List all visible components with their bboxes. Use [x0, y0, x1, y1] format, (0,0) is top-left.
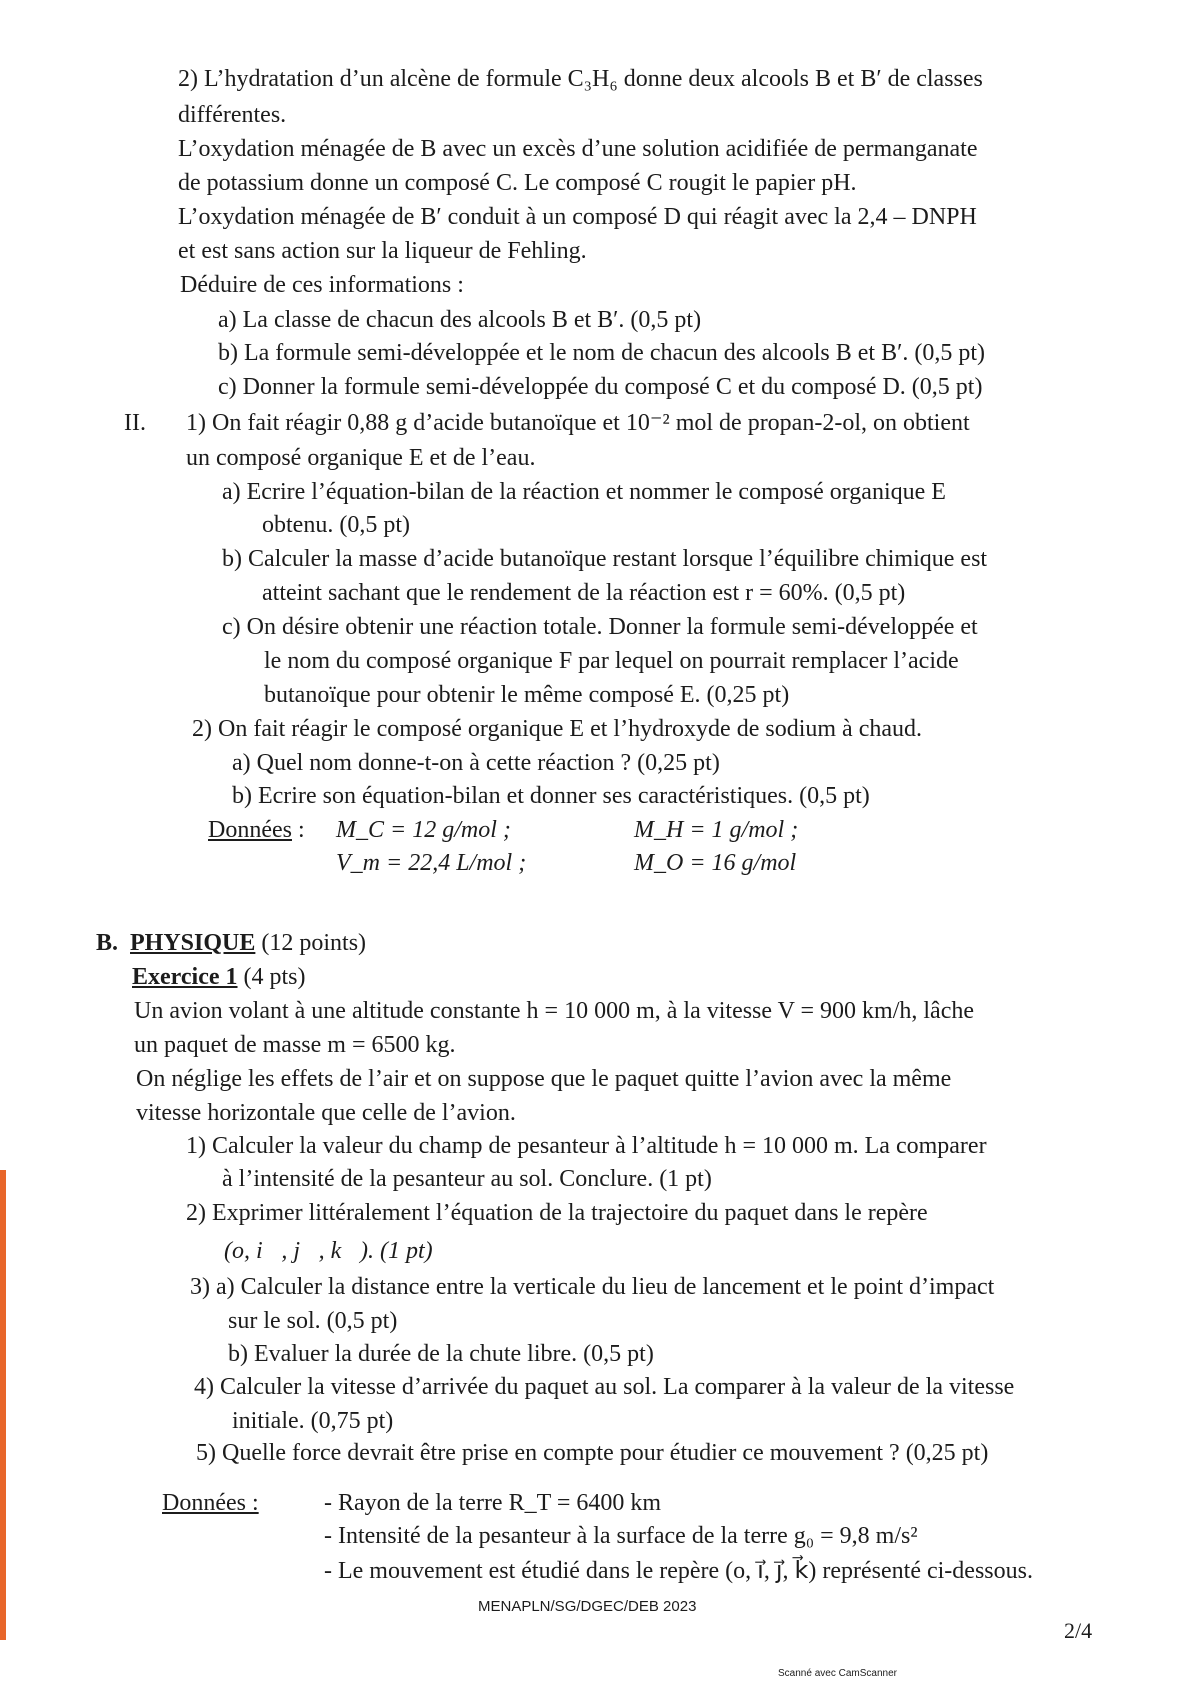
scanner-watermark: Scanné avec CamScanner	[778, 1668, 897, 1679]
chem-p2q2-b: b) Ecrire son équation-bilan et donner ses caractéristiques. (0,5 pt)	[232, 783, 870, 809]
chem-p2q1-b1: b) Calculer la masse d’acide butanoïque restant lorsque l’équilibre chimique est	[222, 546, 988, 572]
chem-p2q1-b2: atteint sachant que le rendement de la réaction est r = 60%. (0,5 pt)	[262, 580, 906, 606]
chem-p2q2-a: a) Quel nom donne-t-on à cette réaction ? (0,25 pt)	[232, 750, 720, 776]
chem-q2-line7: Déduire de ces informations :	[180, 272, 464, 298]
chem-data-mh: M_H = 1 g/mol ;	[634, 817, 799, 843]
phys-exercise-points: (4 pts)	[237, 964, 306, 990]
phys-q2-line1: 2) Exprimer littéralement l’équation de la trajectoire du paquet dans le repère	[186, 1200, 928, 1226]
chem-q2-line5: L’oxydation ménagée de B′ conduit à un composé D qui réagit avec la 2,4 – DNPH	[178, 204, 977, 230]
phys-intro4: vitesse horizontale que celle de l’avion.	[136, 1100, 516, 1126]
chem-data-vm: V_m = 22,4 L/mol ;	[336, 850, 527, 876]
chem-p2q1-line1: 1) On fait réagir 0,88 g d’acide butanoïque et 10⁻² mol de propan-2-ol, on obtient	[186, 410, 970, 436]
phys-exercise-title: Exercice 1	[132, 964, 238, 990]
phys-q2-line2: (o, i⃗, j⃗, k⃗). (1 pt)	[224, 1238, 433, 1264]
chem-p2q1-c3: butanoïque pour obtenir le même composé E. (0,25 pt)	[264, 682, 790, 708]
chem-q2-line3: L’oxydation ménagée de B avec un excès d’une solution acidifiée de permanganate	[178, 136, 978, 162]
phys-q1-line2: à l’intensité de la pesanteur au sol. Conclure. (1 pt)	[222, 1166, 712, 1192]
phys-data-2: - Intensité de la pesanteur à la surface de la terre g₀ = 9,8 m/s²	[324, 1523, 918, 1549]
chem-q2-line2: différentes.	[178, 102, 287, 128]
footer-code: MENAPLN/SG/DGEC/DEB 2023	[478, 1598, 697, 1615]
phys-section-points: (12 points)	[255, 930, 367, 956]
phys-q5: 5) Quelle force devrait être prise en compte pour étudier ce mouvement ? (0,25 pt)	[196, 1440, 989, 1466]
chem-data-label: Données	[208, 817, 292, 843]
chem-p2q1-a1: a) Ecrire l’équation-bilan de la réaction et nommer le composé organique E	[222, 479, 946, 505]
phys-q3-line3: b) Evaluer la durée de la chute libre. (0,5 pt)	[228, 1341, 654, 1367]
scan-edge-strip	[0, 1170, 6, 1640]
phys-section-title: PHYSIQUE	[130, 930, 256, 956]
chem-p2q1-line2: un composé organique E et de l’eau.	[186, 445, 536, 471]
chem-part2-label: II.	[124, 410, 146, 436]
phys-data-label: Données :	[162, 1490, 259, 1516]
phys-q1-line1: 1) Calculer la valeur du champ de pesanteur à l’altitude h = 10 000 m. La comparer	[186, 1133, 987, 1159]
chem-data-colon: :	[291, 817, 305, 843]
phys-intro2: un paquet de masse m = 6500 kg.	[134, 1032, 456, 1058]
chem-q2-line6: et est sans action sur la liqueur de Fehling.	[178, 238, 587, 264]
chem-p2q1-c1: c) On désire obtenir une réaction totale. Donner la formule semi-développée et	[222, 614, 978, 640]
phys-data-3: - Le mouvement est étudié dans le repère (o, i⃗, j⃗, k⃗) représenté ci-dessous.	[324, 1558, 1033, 1584]
chem-q2-line4: de potassium donne un composé C. Le composé C rougit le papier pH.	[178, 170, 857, 196]
chem-p2q1-a2: obtenu. (0,5 pt)	[262, 512, 410, 538]
chem-data-mo: M_O = 16 g/mol	[634, 850, 797, 876]
chem-q2-c: c) Donner la formule semi-développée du composé C et du composé D. (0,5 pt)	[218, 374, 983, 400]
phys-intro3: On néglige les effets de l’air et on suppose que le paquet quitte l’avion avec la même	[136, 1066, 952, 1092]
chem-q2-line1: 2) L’hydratation d’un alcène de formule C₃H₆ donne deux alcools B et B′ de classes	[178, 66, 983, 92]
phys-section-heading	[96, 928, 366, 958]
phys-q4-line1: 4) Calculer la vitesse d’arrivée du paquet au sol. La comparer à la valeur de la vitesse	[194, 1374, 1015, 1400]
phys-q3-line2: sur le sol. (0,5 pt)	[228, 1308, 398, 1334]
phys-section-letter: B.	[96, 930, 119, 956]
chem-p2q1-c2: le nom du composé organique F par lequel on pourrait remplacer l’acide	[264, 648, 959, 674]
chem-data-mc: M_C = 12 g/mol ;	[336, 817, 511, 843]
phys-q3-line1: 3) a) Calculer la distance entre la verticale du lieu de lancement et le point d’impact	[190, 1274, 995, 1300]
chem-q2-b: b) La formule semi-développée et le nom de chacun des alcools B et B′. (0,5 pt)	[218, 340, 986, 366]
chem-q2-a: a) La classe de chacun des alcools B et B′. (0,5 pt)	[218, 307, 702, 333]
phys-exercise-heading	[132, 962, 306, 992]
phys-data-1: - Rayon de la terre R_T = 6400 km	[324, 1490, 662, 1516]
page-number: 2/4	[1064, 1618, 1093, 1643]
chem-p2q2-line: 2) On fait réagir le composé organique E et l’hydroxyde de sodium à chaud.	[192, 716, 922, 742]
phys-q4-line2: initiale. (0,75 pt)	[232, 1408, 394, 1434]
chem-data-heading	[208, 815, 305, 845]
phys-intro1: Un avion volant à une altitude constante h = 10 000 m, à la vitesse V = 900 km/h, lâche	[134, 998, 975, 1024]
